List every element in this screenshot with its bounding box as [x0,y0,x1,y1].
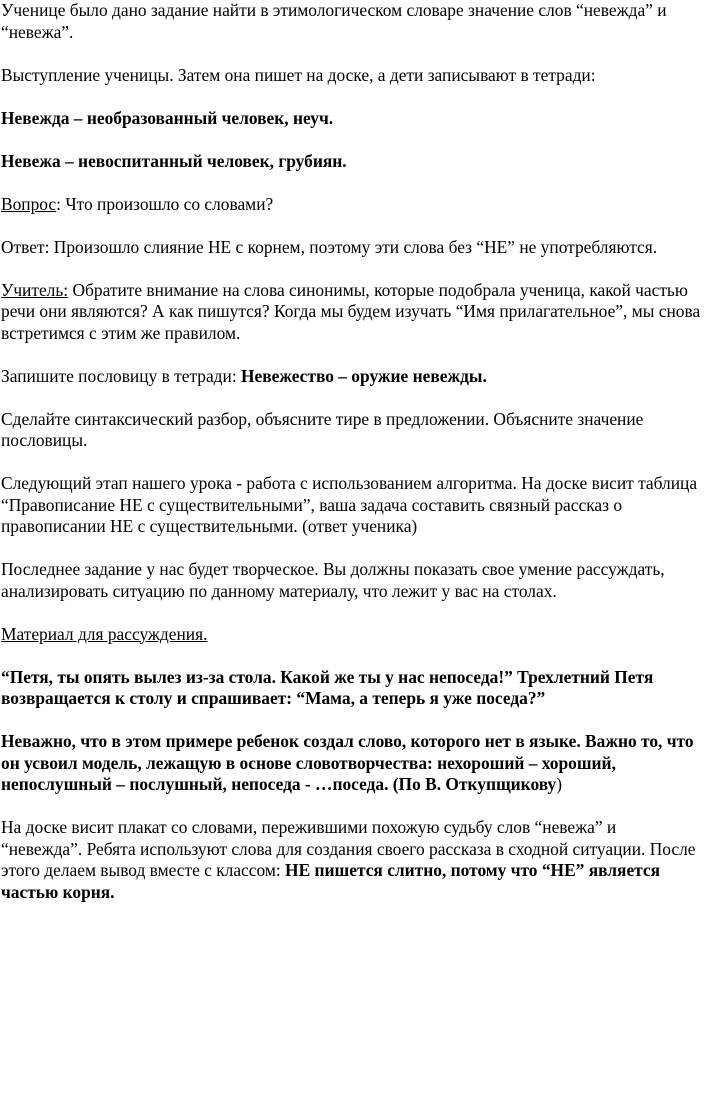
quote-text: “Петя, ты опять вылез из-за стола. Какой же ты у нас непоседа!” Трехлетний Петя возвращается к столу и спрашивает: “Мама, а теперь я уже поседа?” [1,666,654,708]
poster-text: На доске висит плакат со словами, пережившими похожую судьбу слов “невежа” и “невежда”. Ребята используют слова для создания своего рассказа в сходной ситуации. После этого делаем вывод вместе с классом: [1,817,696,880]
teacher-paragraph [1,280,701,345]
last-task-text: Последнее задание у нас будет творческое. Вы должны показать свое умение рассуждать, анализировать ситуацию по данному материалу, что лежит у вас на столах. [1,559,665,601]
answer-paragraph [1,237,701,259]
definition-nevezhda [1,108,701,130]
comment-bold-text: Неважно, что в этом примере ребенок создал слово, которого нет в языке. Важно то, что он усвоил модель, лежащую в основе словотворчества: нехороший – хороший, непослушный – послушный, непоседа - …поседа. (По В. Откупщикову [1,731,694,794]
quote-paragraph [1,667,701,710]
intro-paragraph [1,0,701,43]
next-stage-paragraph [1,473,701,538]
teacher-label: Учитель: [1,279,69,300]
conclusion-text: НЕ пишется слитно, потому что “НЕ” является частью корня. [1,860,661,902]
student-speech-paragraph [1,65,701,87]
poster-paragraph [1,817,701,903]
question-text: : Что произошло со словами? [56,193,274,214]
definition-nevezhda-text: Невежда – необразованный человек, неуч. [1,107,334,128]
answer-text: Ответ: Произошло слияние НЕ с корнем, поэтому эти слова без “НЕ” не употребляются. [1,236,658,257]
syntax-task-paragraph [1,409,701,452]
intro-text: Ученице было дано задание найти в этимологическом словаре значение слов “невежда” и “невежа”. [1,0,667,42]
teacher-text: Обратите внимание на слова синонимы, которые подобрала ученица, какой частью речи они являются? А как пишутся? Когда мы будем изучать “Имя прилагательное”, мы снова встретимся с этим же правилом. [1,279,701,343]
definition-nevezha [1,151,701,173]
proverb-text: Невежество – оружие невежды. [241,365,487,386]
next-stage-text: Следующий этап нашего урока - работа с использованием алгоритма. На доске висит таблица “Правописание НЕ с существительными”, ваша задача составить связный рассказ о правописании НЕ с существительными. (ответ ученика) [1,473,698,536]
comment-paragraph [1,731,701,796]
last-task-paragraph [1,559,701,602]
proverb-paragraph [1,366,701,388]
material-label: Материал для рассуждения. [1,623,208,644]
comment-close: ) [556,774,563,794]
student-speech-text: Выступление ученицы. Затем она пишет на доске, а дети записывают в тетради: [1,64,596,85]
material-heading [1,624,701,646]
definition-nevezha-text: Невежа – невоспитанный человек, грубиян. [1,150,347,171]
proverb-intro: Запишите пословицу в тетради: [1,365,242,386]
question-label: Вопрос [1,193,57,214]
syntax-task-text: Сделайте синтаксический разбор, объясните тире в предложении. Объясните значение пословицы. [1,408,644,450]
question-paragraph [1,194,701,216]
